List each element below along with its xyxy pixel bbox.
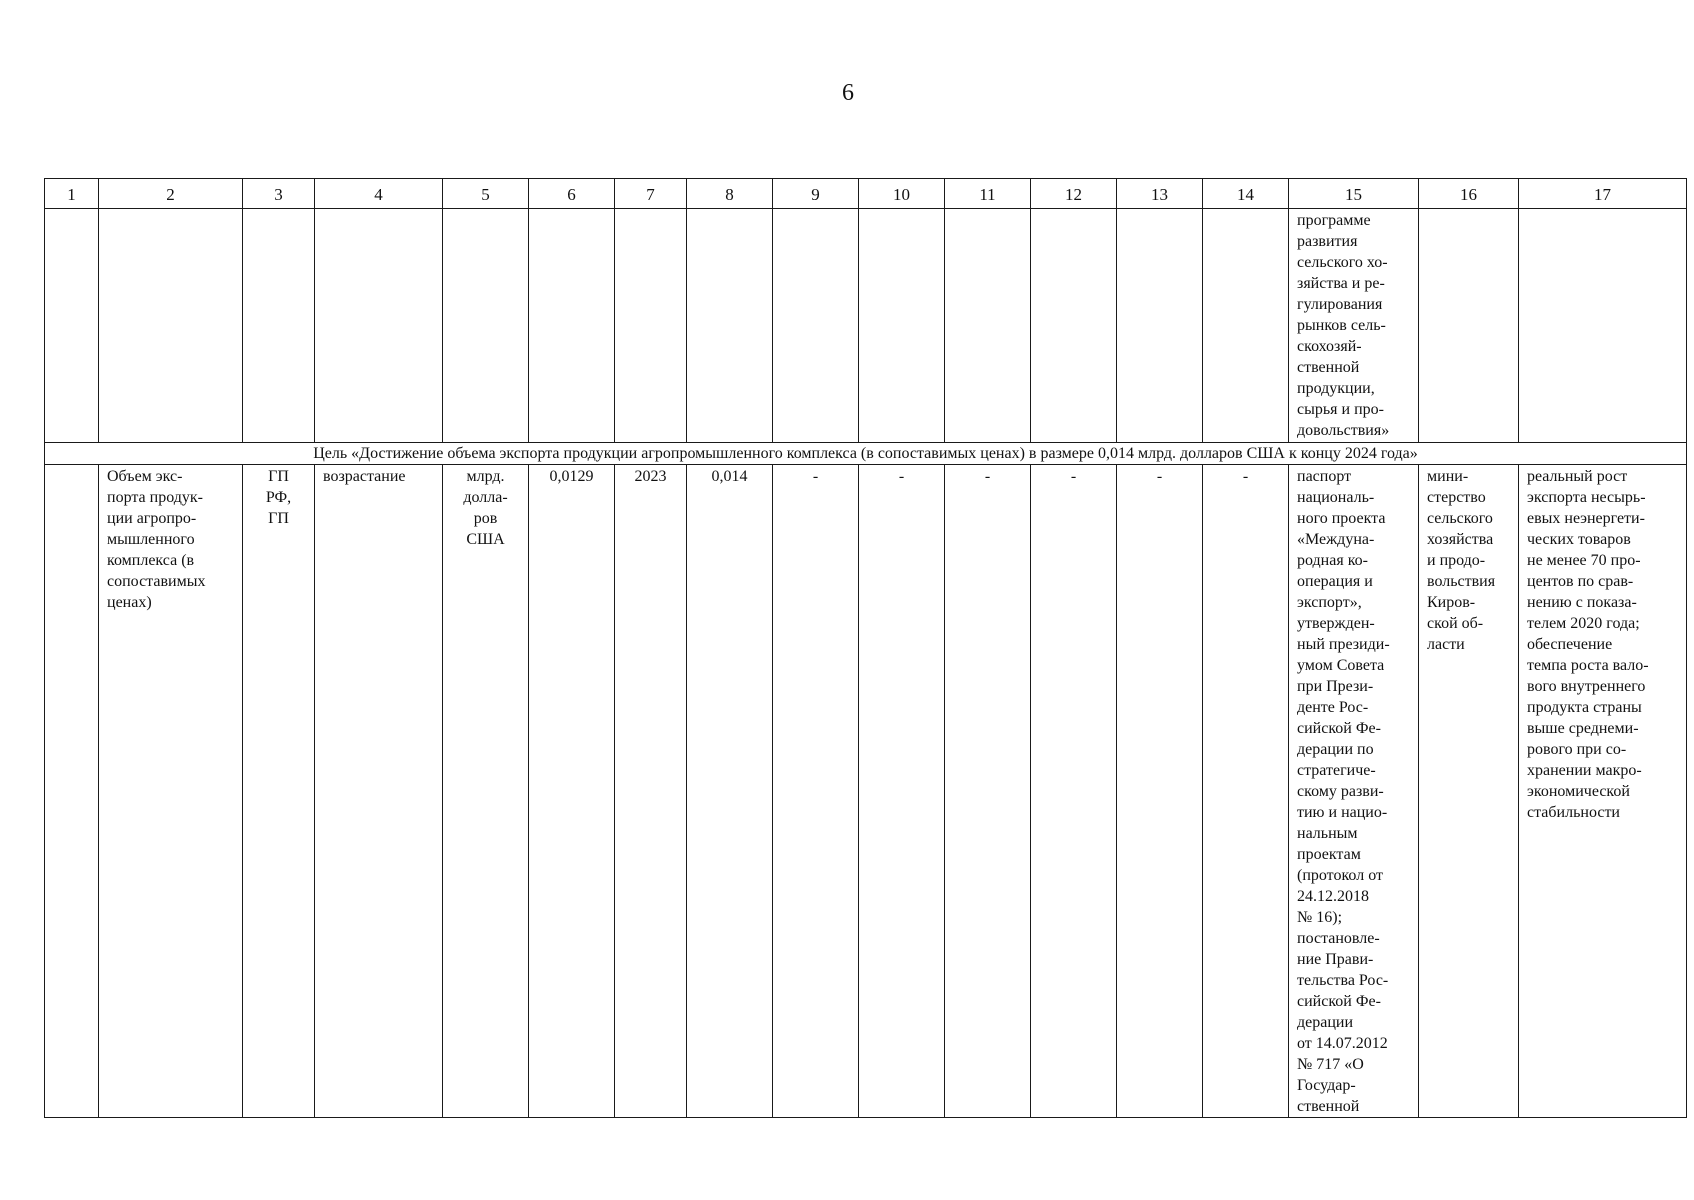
basis-document: паспорт националь- ного проекта «Междуна- родная ко- операция и экспорт», утвержден- ный президи- умом Совета при Прези- денте Рос- сийской Фе- дерации по стратегиче- скому разви- тию и нацио- нальным проектам (протокол от 24.12.2018 № 16); постановле- ние Прави- тельства Рос- сийской Фе- дерации от 14.07.2012 № 717 «О Государ- ственной [1289,465,1419,1118]
column-header: 1 [45,179,99,209]
linked-national-goal: реальный рост экспорта несырь- евых неэнергети- ческих товаров не менее 70 про- центов по срав- нению с показа- телем 2020 года; обеспечение темпа роста вало- вого внутреннего продукта страны выше среднеми- рового при со- хранении макро- экономической стабильности [1519,465,1687,1118]
column-header: 8 [687,179,773,209]
table-cell [615,209,687,443]
row-number-cell [45,465,99,1118]
column-header: 2 [99,179,243,209]
column-number-header-row [45,179,1687,209]
indicator-row [45,465,1687,1118]
value-cell: - [773,465,859,1118]
value-cell: - [1203,465,1289,1118]
value-cell: - [859,465,945,1118]
indicators-table [44,178,1687,1118]
table-cell [1519,209,1687,443]
column-header: 10 [859,179,945,209]
continuation-document-text: программе развития сельского хо- зяйства и ре- гулирования рынков сель- скохозяй- ственной продукции, сырья и про- довольствия» [1289,209,1419,443]
value-cell: - [945,465,1031,1118]
table-cell [45,209,99,443]
column-header: 3 [243,179,315,209]
table-cell [315,209,443,443]
column-header: 4 [315,179,443,209]
column-header: 6 [529,179,615,209]
goal-row [45,443,1687,465]
page-number: 6 [842,80,854,106]
goal-heading: Цель «Достижение объема экспорта продукции агропромышленного комплекса (в сопоставимых ценах) в размере 0,014 млрд. долларов США к концу 2024 года» [45,443,1687,465]
column-header: 5 [443,179,529,209]
table-cell [1203,209,1289,443]
base-value: 0,0129 [529,465,615,1118]
value-cell: - [1117,465,1203,1118]
table-cell [99,209,243,443]
indicator-trend: возрастание [315,465,443,1118]
column-header: 13 [1117,179,1203,209]
continuation-row [45,209,1687,443]
indicator-unit: млрд. долла- ров США [443,465,529,1118]
base-year: 2023 [615,465,687,1118]
column-header: 17 [1519,179,1687,209]
column-header: 9 [773,179,859,209]
value-cell: - [1031,465,1117,1118]
column-header: 16 [1419,179,1519,209]
table-cell [243,209,315,443]
indicator-source: ГП РФ, ГП [243,465,315,1118]
column-header: 7 [615,179,687,209]
column-header: 14 [1203,179,1289,209]
table-cell [945,209,1031,443]
column-header: 12 [1031,179,1117,209]
table-cell [1031,209,1117,443]
responsible-body: мини- стерство сельского хозяйства и продо- вольствия Киров- ской об- ласти [1419,465,1519,1118]
indicator-name: Объем экс- порта продук- ции агропро- мышленного комплекса (в сопоставимых ценах) [99,465,243,1118]
column-header: 11 [945,179,1031,209]
target-value: 0,014 [687,465,773,1118]
table-cell [687,209,773,443]
table-cell [859,209,945,443]
column-header: 15 [1289,179,1419,209]
table-cell [443,209,529,443]
table-cell [773,209,859,443]
table-cell [1117,209,1203,443]
table-cell [529,209,615,443]
table-cell [1419,209,1519,443]
